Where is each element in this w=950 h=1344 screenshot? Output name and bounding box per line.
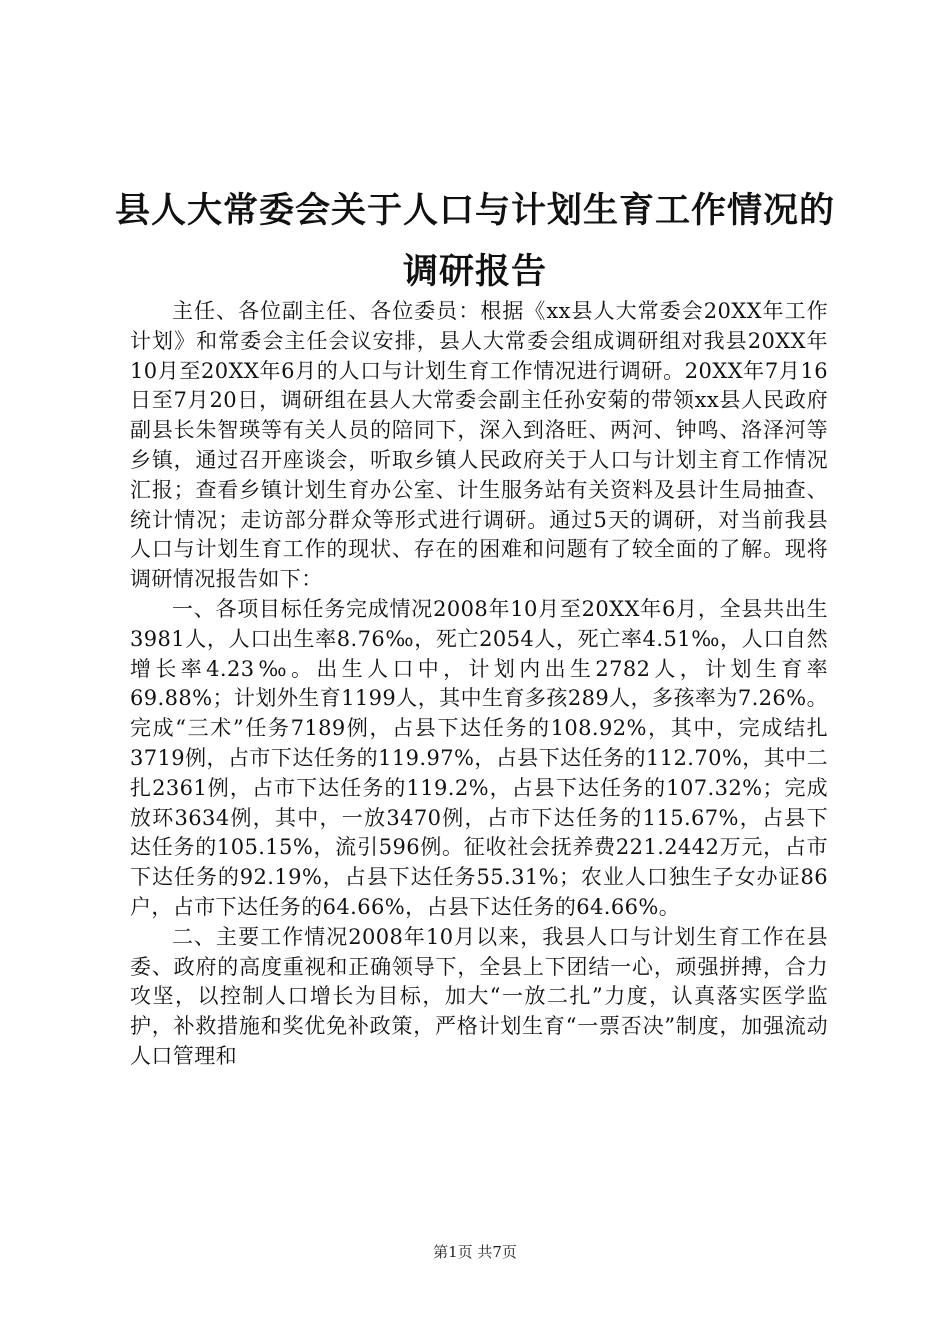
document-title-line-1: 县人大常委会关于人口与计划生育工作情况的 — [114, 191, 835, 231]
paragraph-section-1: 一、各项目标任务完成情况2008年10月至20XX年6月，全县共出生3981人，人口出生率8.76‰，死亡2054人，死亡率4.51‰，人口自然增长率4.23‰。出生人口中，计划内出生2782人，计划生育率69.88%；计划外生育1199人，其中生育多孩289人，多孩率为7.26%。完成“三术”任务7189例，占县下达任务的108.92%，其中，完成结扎3719例，占市下达任务的119.97%，占县下达任务的112.70%，其中二扎2361例，占市下达任务的119.2%，占县下达任务的107.32%；完成放环3634例，其中，一放3470例，占市下达任务的115.67%，占县下达任务的105.15%，流引596例。征收社会抚养费221.2442万元，占市下达任务的92.19%，占县下达任务55.31%；农业人口独生子女办证86户，占市下达任务的64.66%，占县下达任务的64.66%。 — [130, 596, 828, 919]
document-title-line-2: 调研报告 — [402, 252, 547, 292]
paragraph-intro: 主任、各位副主任、各位委员：根据《xx县人大常委会20XX年工作计划》和常委会主任会议安排，县人大常委会组成调研组对我县20XX年10月至20XX年6月的人口与计划生育工作情况进行调研。20XX年7月16日至7月20日，调研组在县人大常委会副主任孙安菊的带领xx县人民政府副县长朱智瑛等有关人员的陪同下，深入到洛旺、两河、钟鸣、洛泽河等乡镇，通过召开座谈会，听取乡镇人民政府关于人口与计划主育工作情况汇报；查看乡镇计划生育办公室、计生服务站有关资料及县计生局抽查、统计情况；走访部分群众等形式进行调研。通过5天的调研，对当前我县人口与计划生育工作的现状、存在的困难和问题有了较全面的了解。现将调研情况报告如下： — [130, 299, 828, 592]
paragraph-section-2: 二、主要工作情况2008年10月以来，我县人口与计划生育工作在县委、政府的高度重视和正确领导下，全县上下团结一心，顽强拼搏，合力攻坚，以控制人口增长为目标，加大“一放二扎”力度，认真落实医学监护，补救措施和奖优免补政策，严格计划生育“一票否决”制度，加强流动人口管理和 — [130, 924, 828, 1068]
page-number-footer: 第1页 共7页 — [433, 1243, 517, 1261]
document-body — [130, 297, 828, 1072]
